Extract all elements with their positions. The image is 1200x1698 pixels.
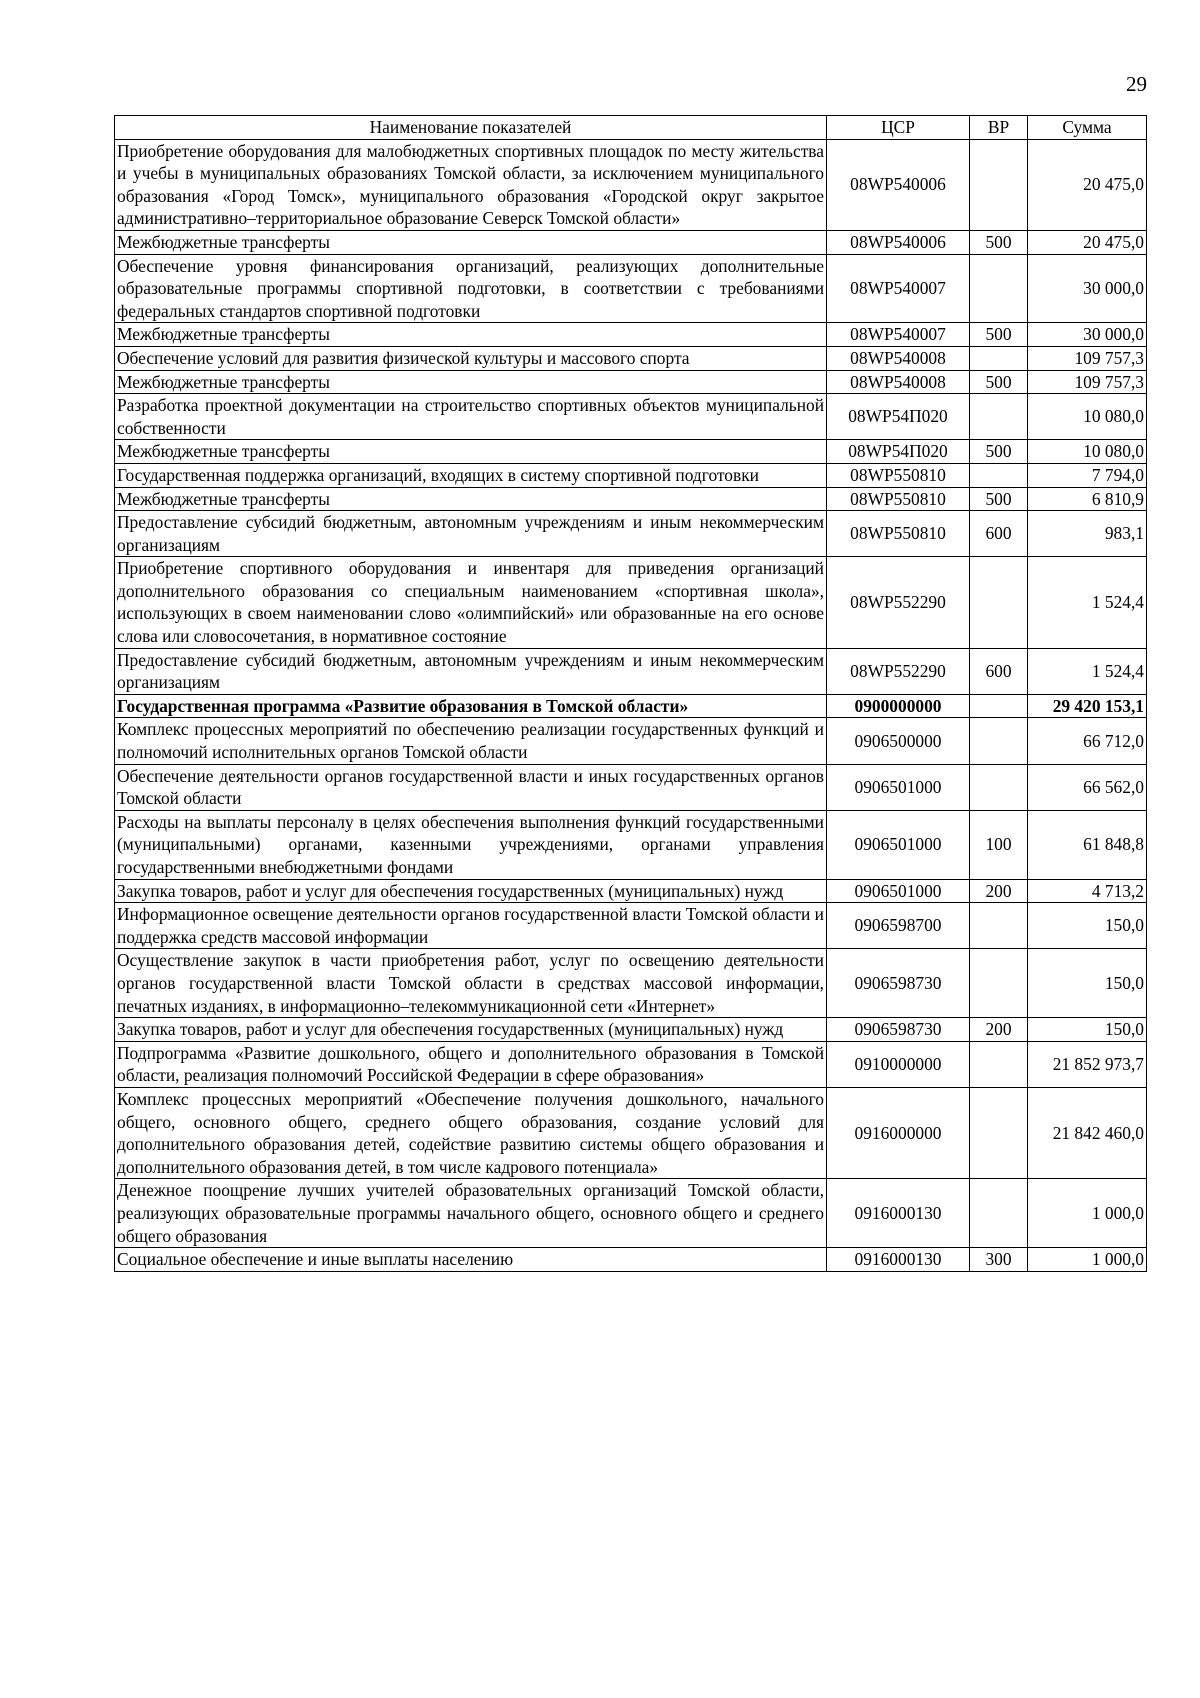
table-row <box>115 511 1147 557</box>
cell-vr <box>970 764 1028 810</box>
cell-sum: 61 848,8 <box>1028 810 1147 879</box>
cell-code: 0906501000 <box>827 879 970 903</box>
table-row <box>115 764 1147 810</box>
cell-code: 0916000000 <box>827 1087 970 1178</box>
cell-code: 0916000130 <box>827 1248 970 1272</box>
table-body <box>115 139 1147 1271</box>
cell-vr <box>970 718 1028 764</box>
cell-vr <box>970 254 1028 323</box>
table-row <box>115 903 1147 949</box>
cell-sum: 10 080,0 <box>1028 440 1147 464</box>
cell-code: 08WP540007 <box>827 254 970 323</box>
table-row <box>115 718 1147 764</box>
cell-code: 08WP54П020 <box>827 394 970 440</box>
cell-name: Закупка товаров, работ и услуг для обеспечения государственных (муниципальных) нужд <box>115 1018 827 1042</box>
cell-name: Государственная поддержка организаций, входящих в систему спортивной подготовки <box>115 463 827 487</box>
cell-sum: 1 000,0 <box>1028 1179 1147 1248</box>
table-row <box>115 139 1147 230</box>
table-row <box>115 370 1147 394</box>
cell-code: 08WP552290 <box>827 648 970 694</box>
cell-sum: 1 000,0 <box>1028 1248 1147 1272</box>
cell-vr: 200 <box>970 879 1028 903</box>
cell-sum: 66 712,0 <box>1028 718 1147 764</box>
cell-name: Социальное обеспечение и иные выплаты населению <box>115 1248 827 1272</box>
cell-vr: 500 <box>970 440 1028 464</box>
table-row <box>115 1041 1147 1087</box>
cell-sum: 66 562,0 <box>1028 764 1147 810</box>
cell-name: Разработка проектной документации на строительство спортивных объектов муниципальной собственности <box>115 394 827 440</box>
table-row <box>115 557 1147 648</box>
table-row <box>115 323 1147 347</box>
cell-code: 08WP550810 <box>827 463 970 487</box>
cell-vr <box>970 463 1028 487</box>
cell-sum: 30 000,0 <box>1028 254 1147 323</box>
cell-vr: 500 <box>970 487 1028 511</box>
header-sum: Сумма <box>1028 116 1147 140</box>
cell-code: 08WP540007 <box>827 323 970 347</box>
cell-code: 08WP540006 <box>827 230 970 254</box>
table-row <box>115 1087 1147 1178</box>
cell-sum: 6 810,9 <box>1028 487 1147 511</box>
cell-sum: 1 524,4 <box>1028 557 1147 648</box>
cell-code: 0906598700 <box>827 903 970 949</box>
cell-sum: 21 842 460,0 <box>1028 1087 1147 1178</box>
table-row <box>115 254 1147 323</box>
cell-sum: 109 757,3 <box>1028 346 1147 370</box>
cell-name: Межбюджетные трансферты <box>115 323 827 347</box>
cell-sum: 150,0 <box>1028 949 1147 1018</box>
cell-code: 08WP550810 <box>827 511 970 557</box>
cell-name: Осуществление закупок в части приобретения работ, услуг по освещению деятельности органов государственной власти Томской области в средствах массовой информации, печатных изданиях, в информационно–телекоммуникационной сети «Интернет» <box>115 949 827 1018</box>
cell-name: Комплекс процессных мероприятий по обеспечению реализации государственных функций и полномочий исполнительных органов Томской области <box>115 718 827 764</box>
cell-name: Приобретение спортивного оборудования и инвентаря для приведения организаций дополнительного образования со специальным наименованием «спортивная школа», использующих в своем наименовании слово «олимпийский» или образованные на его основе слова или словосочетания, в нормативное состояние <box>115 557 827 648</box>
cell-vr <box>970 903 1028 949</box>
cell-vr <box>970 949 1028 1018</box>
cell-vr <box>970 346 1028 370</box>
cell-sum: 30 000,0 <box>1028 323 1147 347</box>
table-row <box>115 394 1147 440</box>
table-row <box>115 1248 1147 1272</box>
table-row <box>115 487 1147 511</box>
cell-vr: 600 <box>970 648 1028 694</box>
cell-sum: 7 794,0 <box>1028 463 1147 487</box>
cell-name: Обеспечение уровня финансирования организаций, реализующих дополнительные образовательные программы спортивной подготовки, в соответствии с требованиями федеральных стандартов спортивной подготовки <box>115 254 827 323</box>
cell-vr: 500 <box>970 230 1028 254</box>
cell-sum: 150,0 <box>1028 903 1147 949</box>
cell-name: Комплекс процессных мероприятий «Обеспечение получения дошкольного, начального общего, основного общего, среднего общего образования, создание условий для дополнительного образования детей, содействие развитию системы общего образования и дополнительного образования детей, в том числе кадрового потенциала» <box>115 1087 827 1178</box>
cell-sum: 21 852 973,7 <box>1028 1041 1147 1087</box>
cell-name: Государственная программа «Развитие образования в Томской области» <box>115 694 827 718</box>
cell-sum: 10 080,0 <box>1028 394 1147 440</box>
table-row <box>115 648 1147 694</box>
cell-name: Предоставление субсидий бюджетным, автономным учреждениям и иным некоммерческим организациям <box>115 648 827 694</box>
table-row <box>115 440 1147 464</box>
table-row <box>115 1018 1147 1042</box>
cell-name: Межбюджетные трансферты <box>115 370 827 394</box>
cell-code: 0900000000 <box>827 694 970 718</box>
cell-name: Закупка товаров, работ и услуг для обеспечения государственных (муниципальных) нужд <box>115 879 827 903</box>
table-row <box>115 694 1147 718</box>
cell-vr: 200 <box>970 1018 1028 1042</box>
cell-code: 0916000130 <box>827 1179 970 1248</box>
cell-code: 08WP540008 <box>827 370 970 394</box>
cell-vr <box>970 1041 1028 1087</box>
cell-sum: 150,0 <box>1028 1018 1147 1042</box>
header-code: ЦСР <box>827 116 970 140</box>
cell-sum: 1 524,4 <box>1028 648 1147 694</box>
cell-name: Предоставление субсидий бюджетным, автономным учреждениям и иным некоммерческим организациям <box>115 511 827 557</box>
page-number: 29 <box>1126 72 1147 96</box>
cell-code: 0906598730 <box>827 1018 970 1042</box>
cell-name: Межбюджетные трансферты <box>115 230 827 254</box>
cell-name: Обеспечение условий для развития физической культуры и массового спорта <box>115 346 827 370</box>
cell-sum: 983,1 <box>1028 511 1147 557</box>
header-vr: ВР <box>970 116 1028 140</box>
table-row <box>115 230 1147 254</box>
cell-name: Подпрограмма «Развитие дошкольного, общего и дополнительного образования в Томской области, реализация полномочий Российской Федерации в сфере образования» <box>115 1041 827 1087</box>
table-row <box>115 346 1147 370</box>
cell-name: Межбюджетные трансферты <box>115 487 827 511</box>
cell-sum: 20 475,0 <box>1028 139 1147 230</box>
cell-vr: 300 <box>970 1248 1028 1272</box>
cell-code: 0906598730 <box>827 949 970 1018</box>
cell-vr: 500 <box>970 370 1028 394</box>
cell-code: 0906500000 <box>827 718 970 764</box>
cell-vr <box>970 1087 1028 1178</box>
cell-code: 08WP552290 <box>827 557 970 648</box>
cell-vr <box>970 139 1028 230</box>
cell-vr: 500 <box>970 323 1028 347</box>
cell-code: 08WP540008 <box>827 346 970 370</box>
cell-sum: 29 420 153,1 <box>1028 694 1147 718</box>
cell-name: Межбюджетные трансферты <box>115 440 827 464</box>
cell-code: 08WP54П020 <box>827 440 970 464</box>
cell-name: Расходы на выплаты персоналу в целях обеспечения выполнения функций государственными (муниципальными) органами, казенными учреждениями, органами управления государственными внебюджетными фондами <box>115 810 827 879</box>
table-row <box>115 879 1147 903</box>
cell-vr: 600 <box>970 511 1028 557</box>
cell-sum: 109 757,3 <box>1028 370 1147 394</box>
cell-vr <box>970 694 1028 718</box>
cell-vr <box>970 557 1028 648</box>
cell-name: Обеспечение деятельности органов государственной власти и иных государственных органов Томской области <box>115 764 827 810</box>
header-name: Наименование показателей <box>115 116 827 140</box>
table-row <box>115 810 1147 879</box>
table-row <box>115 463 1147 487</box>
cell-sum: 4 713,2 <box>1028 879 1147 903</box>
table-row <box>115 1179 1147 1248</box>
cell-vr <box>970 1179 1028 1248</box>
cell-name: Денежное поощрение лучших учителей образовательных организаций Томской области, реализующих образовательные программы начального общего, основного общего и среднего общего образования <box>115 1179 827 1248</box>
cell-vr <box>970 394 1028 440</box>
table-row <box>115 949 1147 1018</box>
cell-vr: 100 <box>970 810 1028 879</box>
cell-code: 08WP540006 <box>827 139 970 230</box>
cell-code: 0910000000 <box>827 1041 970 1087</box>
table-header-row <box>115 116 1147 140</box>
cell-name: Приобретение оборудования для малобюджетных спортивных площадок по месту жительства и учебы в муниципальных образованиях Томской области, за исключением муниципального образования «Город Томск», муниципального образования «Городской округ закрытое административно–территориальное образование Северск Томской области» <box>115 139 827 230</box>
cell-code: 0906501000 <box>827 764 970 810</box>
cell-code: 0906501000 <box>827 810 970 879</box>
cell-name: Информационное освещение деятельности органов государственной власти Томской области и поддержка средств массовой информации <box>115 903 827 949</box>
cell-code: 08WP550810 <box>827 487 970 511</box>
cell-sum: 20 475,0 <box>1028 230 1147 254</box>
budget-table <box>114 115 1147 1272</box>
